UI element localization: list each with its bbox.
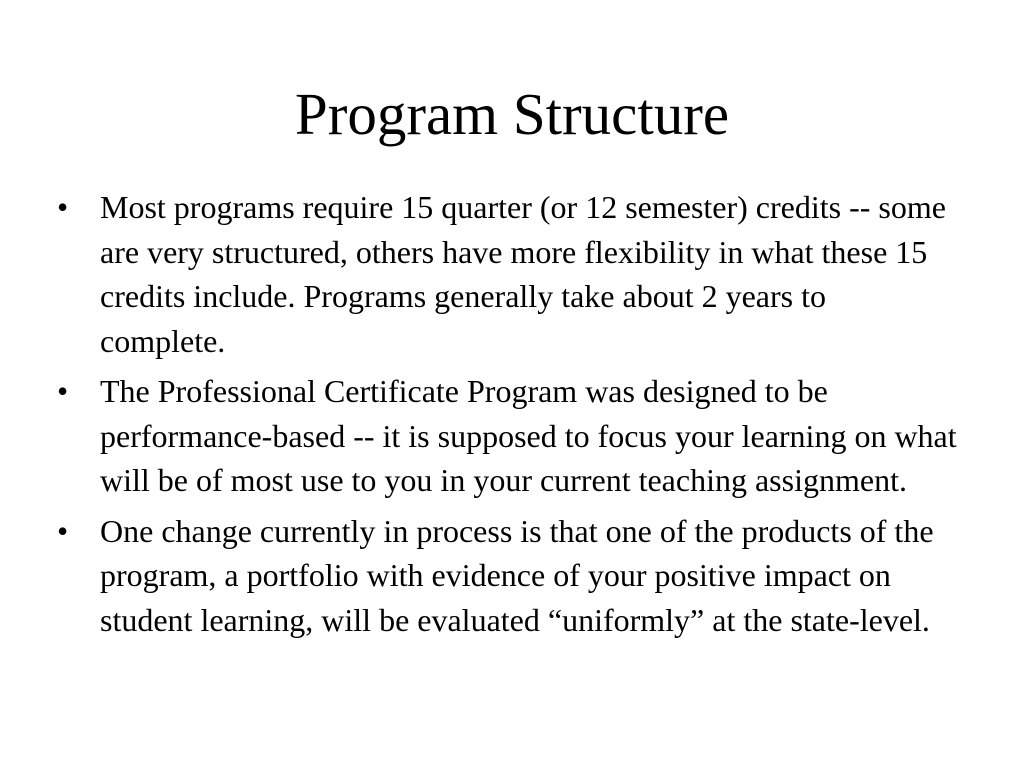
bullet-marker: • [57, 512, 69, 549]
bullet-item [57, 509, 957, 643]
slide-title: Program Structure [294, 81, 730, 147]
bullet-text: The Professional Certificate Program was designed to be performance-based -- it is supposed to focus your learning on what will be of most use to you in your current teaching assignment. [100, 373, 957, 498]
bullet-marker: • [57, 189, 69, 225]
bullet-marker: • [57, 373, 69, 409]
bullet-text: Most programs require 15 quarter (or 12 semester) credits -- some are very structured, others have more flexibility in what these 15 credits include. Programs generally take about 2 years to complete. [100, 189, 946, 359]
bullet-list [57, 185, 957, 648]
bullet-text: One change currently in process is that one of the products of the program, a portfolio with evidence of your positive impact on student learning, will be evaluated “uniformly” at the state-level. [100, 512, 934, 638]
bullet-item [57, 369, 957, 503]
bullet-item [57, 185, 957, 363]
